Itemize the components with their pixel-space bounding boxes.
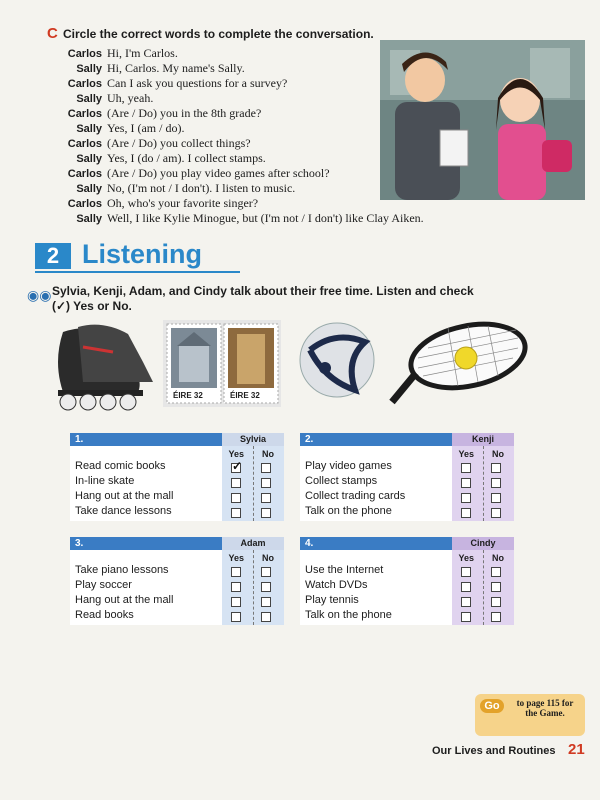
stamp-right-label: ÉIRE 32 <box>230 391 260 400</box>
activity-label: Read comic books <box>75 460 166 472</box>
no-checkbox[interactable] <box>261 567 271 577</box>
activity-label: Take dance lessons <box>75 505 172 517</box>
dialogue-speaker: Sally <box>76 123 102 135</box>
no-checkbox[interactable] <box>261 493 271 503</box>
dialogue-line <box>50 76 287 92</box>
dialogue-line <box>50 106 261 122</box>
no-checkbox[interactable] <box>491 493 501 503</box>
no-checkbox[interactable] <box>491 582 501 592</box>
no-checkbox[interactable] <box>491 508 501 518</box>
section-2-number: 2 <box>35 243 71 269</box>
soccer-ball-photo <box>295 320 380 400</box>
dialogue-text: (Are / Do) you play video games after school? <box>107 166 330 180</box>
activity-label: Read books <box>75 609 134 621</box>
activity-label: Use the Internet <box>305 564 384 576</box>
dialogue-line <box>50 46 178 62</box>
checklist-table <box>70 537 284 625</box>
dialogue-line <box>50 181 295 197</box>
dialogue-speaker: Sally <box>76 93 102 105</box>
dialogue-text: Well, I like Kylie Minogue, but (I'm not / I don't) like Clay Aiken. <box>107 211 424 225</box>
footer-unit-title: Our Lives and Routines <box>432 745 556 757</box>
no-checkbox[interactable] <box>491 463 501 473</box>
no-checkbox[interactable] <box>261 612 271 622</box>
activity-label: Play video games <box>305 460 392 472</box>
page-number: 21 <box>568 741 585 758</box>
no-checkbox[interactable] <box>491 567 501 577</box>
students-illustration <box>380 40 585 200</box>
no-label: No <box>492 449 504 459</box>
activity-label: Watch DVDs <box>305 579 368 591</box>
no-checkbox[interactable] <box>261 478 271 488</box>
activity-label: Collect trading cards <box>305 490 406 502</box>
dialogue-speaker: Carlos <box>67 78 102 90</box>
go-pill: Go <box>480 699 504 713</box>
no-checkbox[interactable] <box>261 582 271 592</box>
yes-checkbox[interactable] <box>461 612 471 622</box>
table-number: 4. <box>305 538 314 549</box>
dialogue-line <box>50 61 245 77</box>
dialogue-text: Hi, Carlos. My name's Sally. <box>107 61 245 75</box>
yes-checkbox[interactable] <box>231 567 241 577</box>
activity-label: Collect stamps <box>305 475 378 487</box>
yes-checkbox[interactable] <box>231 508 241 518</box>
dialogue-text: Hi, I'm Carlos. <box>107 46 178 60</box>
dialogue-text: Can I ask you questions for a survey? <box>107 76 288 90</box>
tennis-racket-photo <box>388 318 528 406</box>
activity-label: Hang out at the mall <box>75 490 174 502</box>
dialogue-speaker: Sally <box>76 183 102 195</box>
yes-checkbox[interactable] <box>231 478 241 488</box>
dialogue-text: Oh, who's your favorite singer? <box>107 196 259 210</box>
section-c-instruction: Circle the correct words to complete the conversation. <box>63 27 374 41</box>
checklist-table <box>300 537 514 625</box>
yes-label: Yes <box>458 449 474 459</box>
person-name: Cindy <box>452 537 514 550</box>
dialogue-text: Yes, I (do / am). I collect stamps. <box>107 151 266 165</box>
yes-checkbox[interactable] <box>231 493 241 503</box>
dialogue-speaker: Carlos <box>67 108 102 120</box>
activity-label: Talk on the phone <box>305 609 392 621</box>
person-name: Sylvia <box>222 433 284 446</box>
dialogue-speaker: Sally <box>76 153 102 165</box>
table-number: 3. <box>75 538 84 549</box>
person-name: Kenji <box>452 433 514 446</box>
no-checkbox[interactable] <box>261 597 271 607</box>
yes-checkbox[interactable] <box>461 478 471 488</box>
no-label: No <box>492 553 504 563</box>
yes-label: Yes <box>228 553 244 563</box>
no-checkbox[interactable] <box>491 597 501 607</box>
no-checkbox[interactable] <box>261 508 271 518</box>
yes-no-divider <box>253 446 254 521</box>
table-number: 2. <box>305 434 314 445</box>
section-c-letter: C <box>47 25 58 42</box>
dialogue-speaker: Sally <box>76 63 102 75</box>
no-checkbox[interactable] <box>491 478 501 488</box>
yes-checkbox[interactable] <box>461 567 471 577</box>
section-title-rule <box>35 271 240 273</box>
yes-checkbox[interactable] <box>461 582 471 592</box>
dialogue-speaker: Sally <box>76 213 102 225</box>
dialogue-line <box>50 211 424 227</box>
no-checkbox[interactable] <box>261 463 271 473</box>
dialogue-speaker: Carlos <box>67 48 102 60</box>
dialogue-text: Yes, I (am / do). <box>107 121 185 135</box>
yes-no-divider <box>483 446 484 521</box>
inline-skates-photo <box>43 322 158 412</box>
dialogue-text: (Are / Do) you in the 8th grade? <box>107 106 262 120</box>
checklist-table <box>70 433 284 521</box>
dialogue-line <box>50 196 258 212</box>
no-checkbox[interactable] <box>491 612 501 622</box>
listening-instruction: Sylvia, Kenji, Adam, and Cindy talk about their free time. Listen and check (✓) Yes or No. <box>52 284 474 313</box>
activity-label: Hang out at the mall <box>75 594 174 606</box>
yes-checkbox[interactable] <box>461 493 471 503</box>
dialogue-line <box>50 151 266 167</box>
dialogue-line <box>50 166 330 182</box>
section-2-title: Listening <box>82 239 202 269</box>
activity-label: Take piano lessons <box>75 564 169 576</box>
yes-checkbox[interactable] <box>461 597 471 607</box>
dialogue-text: (Are / Do) you collect things? <box>107 136 251 150</box>
yes-checkbox[interactable] <box>231 612 241 622</box>
checklist-table <box>300 433 514 521</box>
yes-checkbox[interactable] <box>231 582 241 592</box>
dialogue-line <box>50 136 251 152</box>
no-label: No <box>262 449 274 459</box>
no-label: No <box>262 553 274 563</box>
audio-cd-icon: ◉◉ <box>27 287 52 303</box>
yes-no-divider <box>253 550 254 625</box>
dialogue-text: Uh, yeah. <box>107 91 154 105</box>
yes-checkbox[interactable] <box>461 463 471 473</box>
activity-label: In-line skate <box>75 475 135 487</box>
yes-checkbox[interactable] <box>461 508 471 518</box>
activity-label: Play soccer <box>75 579 132 591</box>
person-name: Adam <box>222 537 284 550</box>
yes-label: Yes <box>458 553 474 563</box>
dialogue-text: No, (I'm not / I don't). I listen to music. <box>107 181 296 195</box>
activity-label: Talk on the phone <box>305 505 392 517</box>
table-number: 1. <box>75 434 84 445</box>
yes-no-divider <box>483 550 484 625</box>
dialogue-line <box>50 91 153 107</box>
yes-checkbox[interactable] <box>231 597 241 607</box>
dialogue-speaker: Carlos <box>67 138 102 150</box>
dialogue-speaker: Carlos <box>67 168 102 180</box>
activity-label: Play tennis <box>305 594 359 606</box>
yes-label: Yes <box>228 449 244 459</box>
dialogue-line <box>50 121 184 137</box>
check-mark-icon: ✓ <box>231 459 242 473</box>
go-to-game-text: to page 115 for the Game. <box>516 698 574 718</box>
dialogue-speaker: Carlos <box>67 198 102 210</box>
stamps-photo <box>163 320 281 407</box>
stamp-left-label: ÉIRE 32 <box>173 391 203 400</box>
